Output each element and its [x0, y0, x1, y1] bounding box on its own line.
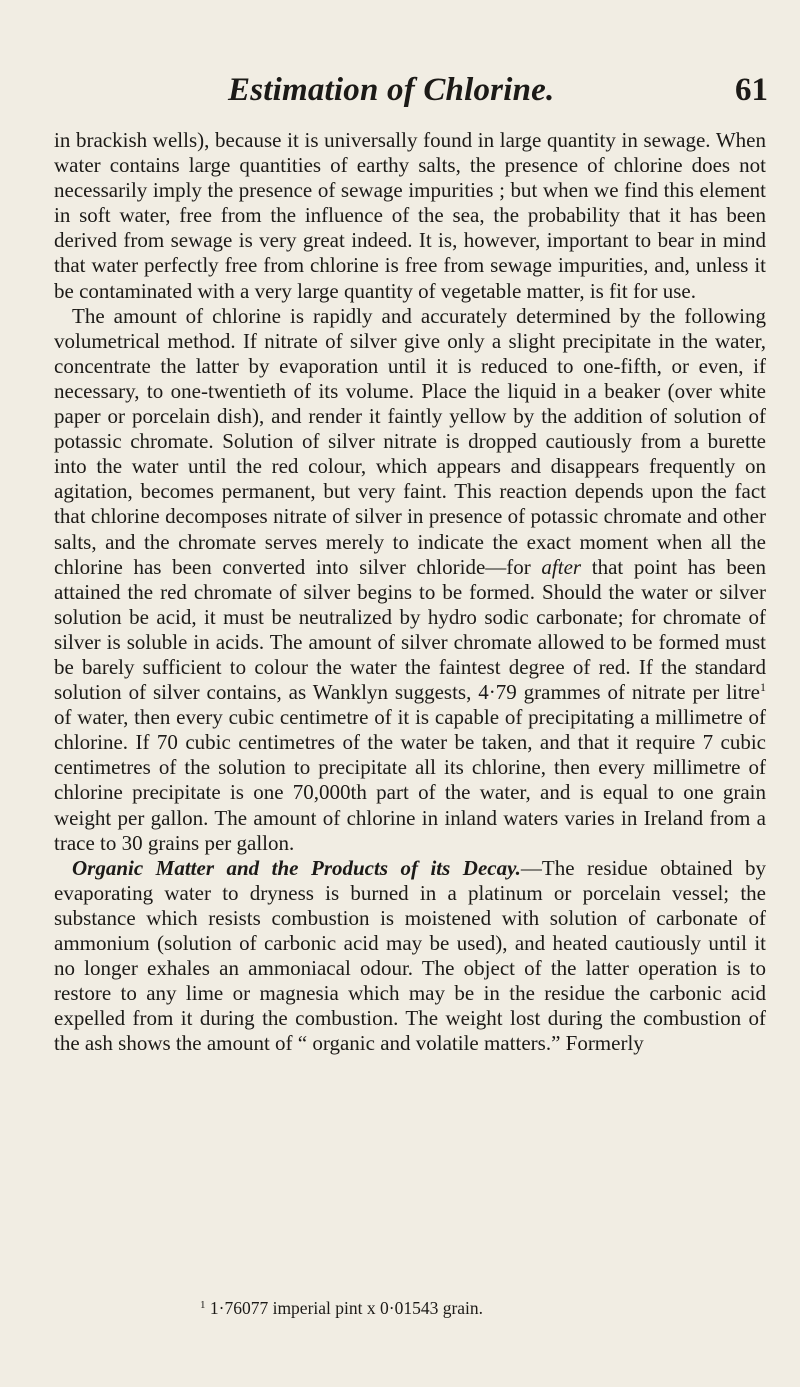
paragraph-3: [54, 856, 766, 1057]
body-text: [54, 128, 766, 1056]
paragraph-2-text-b: that point has been attained the red chromate of silver begins to be formed. Should the water or silver solution be acid, it must be neutralized by hydro sodic carbonate; for chromate of silver is soluble in acids. The amount of silver chromate allowed to be formed must be barely sufficient to colour the water the faintest degree of red. If the standard solution of silver contains, as Wanklyn suggests, 4·79 grammes of nitrate per litre: [54, 554, 767, 705]
running-head: [228, 72, 768, 112]
paragraph-2-text-c: of water, then every cubic centimetre of it is capable of precipitating a millimetre of chlorine. If 70 cubic centimetres of the water be taken, and that it require 7 cubic centimetres of the solution to precipitate all its chlorine, then every millimetre of chlorine precipitate is one 70,000th part of the water, and is equal to one grain weight per gallon. The amount of chlorine in inland waters varies in Ireland from a trace to 30 grains per gallon.: [54, 705, 766, 855]
running-title: Estimation of Chlorine.: [228, 72, 555, 108]
footnote: [200, 1298, 760, 1319]
paragraph-1-text: in brackish wells), because it is universally found in large quantity in sewage. When water contains large quantities of earthy salts, the presence of chlorine does not necessarily imply the presence of sewage impurities ; but when we find this element in soft water, free from the influence of the sea, the probability that it has been derived from sewage is very great indeed. It is, however, important to bear in mind that water perfectly free from chlorine is free from sewage impurities, and, unless it be contaminated with a very large quantity of vegetable matter, is fit for use.: [54, 128, 766, 303]
paragraph-2: [54, 304, 766, 856]
footnote-marker: 1: [200, 1299, 206, 1311]
paragraph-2-text-a: The amount of chlorine is rapidly and accurately determined by the following volumetrical method. If nitrate of silver give only a slight precipitate in the water, concentrate the latter by evaporation until it is reduced to one-fifth, or even, if necessary, to one-twentieth of its volume. Place the liquid in a beaker (over white paper or porcelain dish), and render it faintly yellow by the addition of solution of potassic chromate. Solution of silver nitrate is dropped cautiously from a burette into the water until the red colour, which appears and disappears frequently on agitation, becomes permanent, but very faint. This reaction depends upon the fact that chlorine decomposes nitrate of silver in presence of potassic chromate and other salts, and the chromate serves merely to indicate the exact moment when all the chlorine has been converted into silver chloride—for: [54, 303, 766, 579]
page-number: 61: [735, 72, 768, 108]
footnote-text: 1·76077 imperial pint x 0·01543 grain.: [209, 1298, 484, 1318]
emphasis-after: after: [541, 554, 582, 579]
paragraph-1: [54, 128, 766, 304]
paragraph-3-text: —The residue obtained by evaporating water to dryness is burned in a platinum or porcelain vessel; the substance which resists combustion is moistened with solution of carbonate of ammonium (solution of carbonic acid may be used), and heated cautiously until it no longer exhales an ammoniacal odour. The object of the latter operation is to restore to any lime or magnesia which may be in the residue the carbonic acid expelled from it during the combustion. The weight lost during the combustion of the ash shows the amount of “ organic and volatile matters.” Formerly: [54, 855, 766, 1056]
footnote-ref: 1: [760, 680, 766, 695]
section-heading: Organic Matter and the Products of its Decay.: [72, 855, 521, 880]
